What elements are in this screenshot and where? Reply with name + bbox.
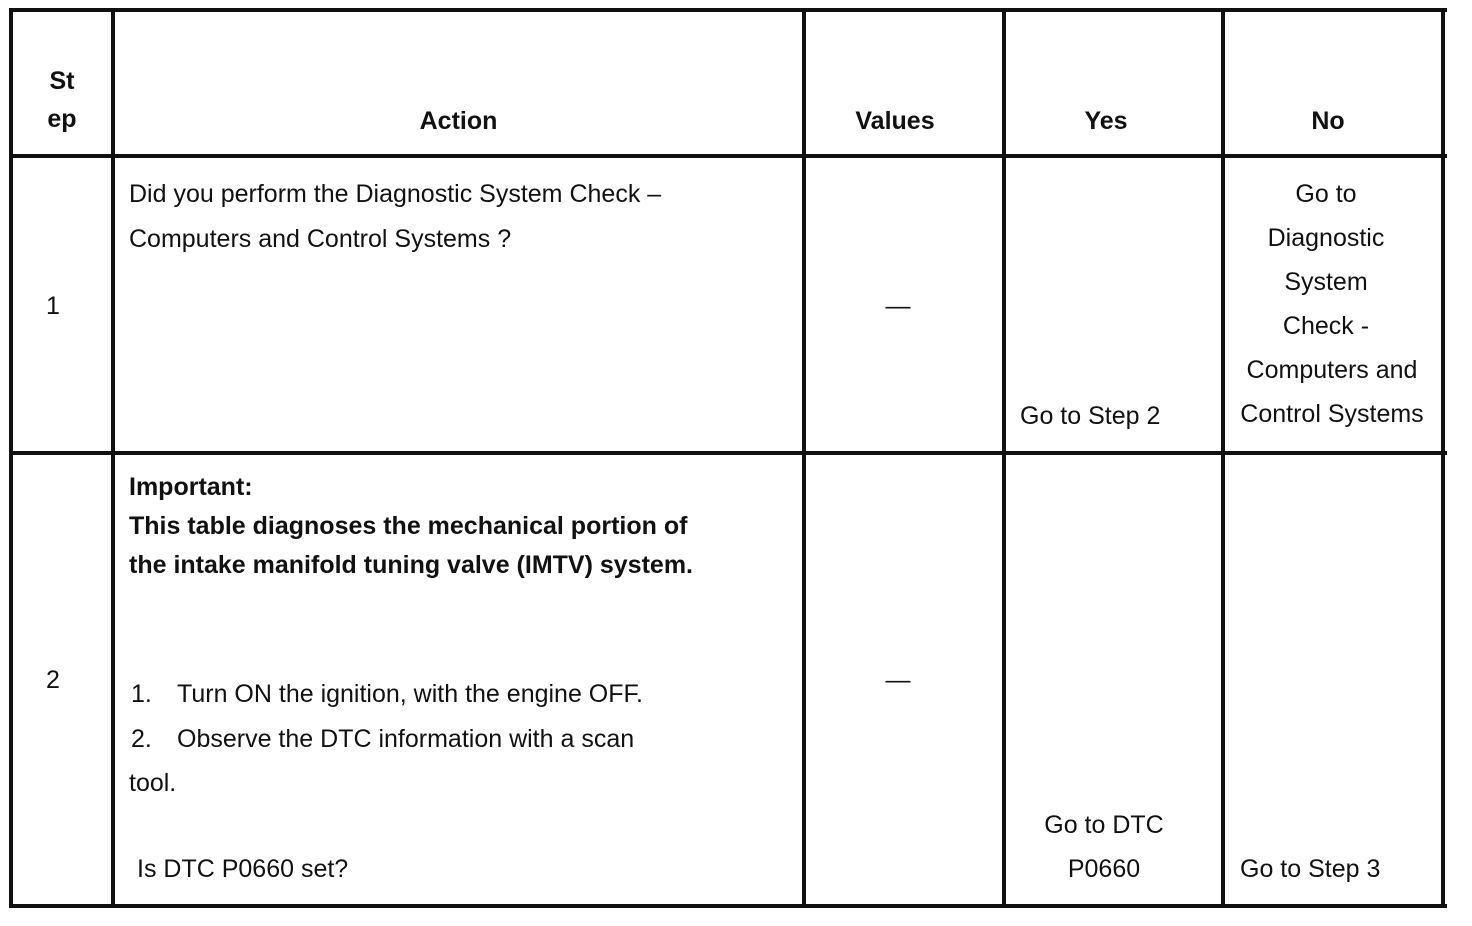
no-action: Go to Step 3 [1240,855,1381,883]
yes-action-line: P0660 [1067,855,1141,883]
header-step-line1: St [49,67,75,95]
no-action-line: Computers and [1246,356,1418,384]
step-number: 1 [46,292,60,320]
no-action-line: Control Systems [1240,400,1424,428]
yes-action [1006,803,1202,891]
header-no: No [1311,107,1345,135]
action-line: Computers and Control Systems ? [129,225,512,253]
list-item-continuation: tool. [129,769,177,797]
step-number: 2 [46,666,60,694]
table-border-left [9,8,13,908]
yes-action-line: Go to DTC [1044,811,1164,839]
column-divider-yes [1221,8,1225,908]
list-item-text: Turn ON the ignition, with the engine OFF. [177,680,643,708]
column-divider-action [802,8,806,908]
table-border-right [1441,8,1445,908]
value-dash: — [885,666,911,694]
list-item-text: Observe the DTC information with a scan [177,725,635,753]
header-divider [9,154,1447,158]
question-text: Is DTC P0660 set? [137,855,349,883]
no-action-line: System [1284,268,1368,296]
table-border-top [9,8,1447,12]
header-step-line2: ep [47,105,77,133]
value-dash: — [885,292,911,320]
header-step [13,62,111,138]
important-label: Important: [129,473,253,501]
list-item-number: 1. [131,680,152,708]
no-action-line: Go to [1295,180,1357,208]
no-action-line: Check - [1282,312,1370,340]
no-action-line: Diagnostic [1267,224,1385,252]
important-note-line: This table diagnoses the mechanical portion of [129,512,688,540]
important-note-line: the intake manifold tuning valve (IMTV) system. [129,551,693,579]
header-values: Values [855,107,935,135]
table-border-bottom [9,904,1447,908]
header-action: Action [419,107,498,135]
column-divider-step [111,8,115,908]
row-divider [9,451,1447,455]
no-action [1225,172,1439,436]
column-divider-values [1002,8,1006,908]
list-item-number: 2. [131,725,152,753]
action-line: Did you perform the Diagnostic System Check – [129,180,662,208]
header-yes: Yes [1084,107,1128,135]
yes-action: Go to Step 2 [1020,402,1161,430]
